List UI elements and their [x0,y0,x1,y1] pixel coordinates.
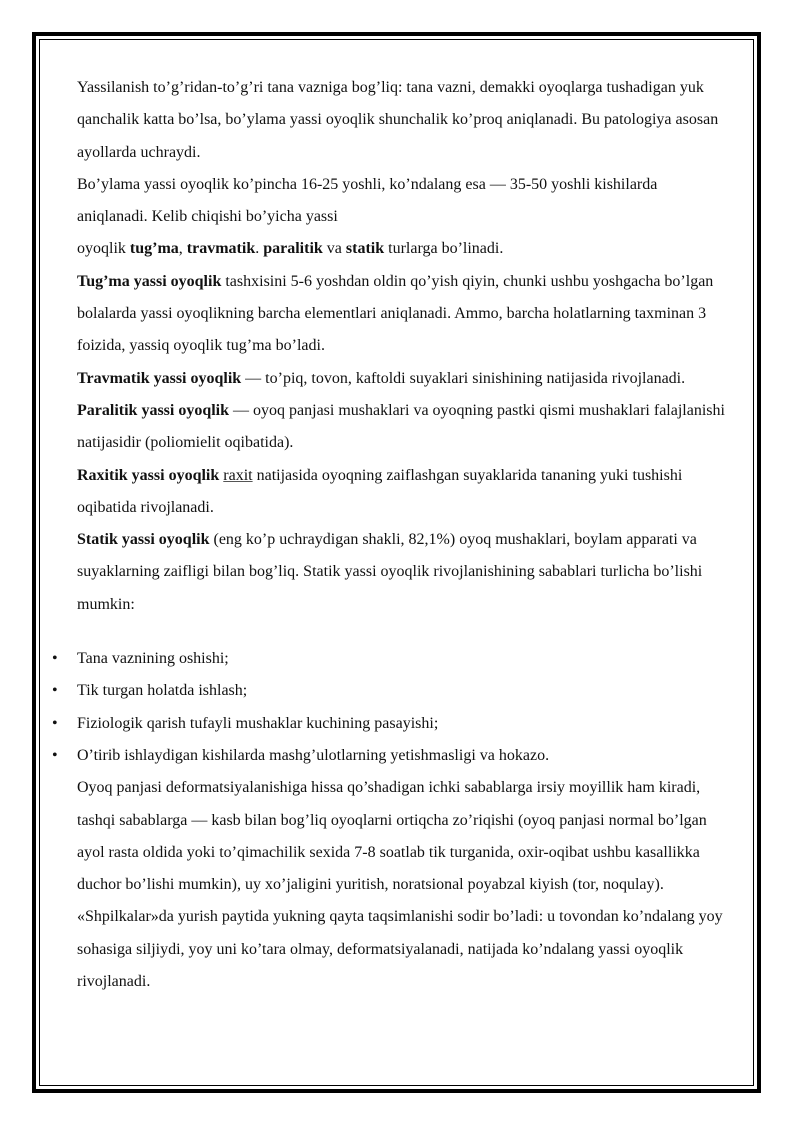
paragraph-7: Oyoq panjasi deformatsiyalanishiga hissa qo’shadigan ichki sabablarga irsiy moyillik ham kiradi, tashqi sabablarga — kasb bilan bog’liq oyoqlarni ortiqcha zo’riqishi (oyoq panjasi normal bo’lgan ayol rasta oldida yoki to’qimachilik sexida 7-8 soatlab tik turganida, oxir-oqibat ushbu kasallikka duchor bo’lishi mumkin), uy xo’jaligini yuritish, noratsional poyabzal kiyish (tor, noqulay). [77,779,707,894]
causes-list [77,643,727,772]
paragraph-2 [77,169,727,266]
paragraph-6-text: (eng ko’p uchraydigan shakli, 82,1%) oyoq mushaklari, boylam apparati va suyaklarning zaifligi bilan bog’liq. Statik yassi oyoqlik rivojlanishining sabablari turlicha bo’lishi mumkin: [77,531,703,613]
heading-raxitik: Raxitik yassi oyoqlik [77,466,220,484]
paragraph-2-text: oyoqlik [77,240,130,258]
separator: , [178,240,187,258]
paragraph-1: Yassilanish to’g’ridan-to’g’ri tana vazniga bog’liq: tana vazni, demakki oyoqlarga tushadigan yuk qanchalik katta bo’lsa, bo’ylama yassi oyoqlik shunchalik ko’proq aniqlanadi. Bu patologiya asosan ayollarda uchraydi. [77,79,719,161]
paragraph-6 [77,524,727,621]
paragraph-2-end: turlarga bo’linadi. [384,240,504,258]
term-travmatik: travmatik [186,240,256,258]
heading-paralitik: Paralitik yassi oyoqlik [77,401,230,419]
heading-statik: Statik yassi oyoqlik [77,531,210,549]
list-item: • Fiziologik qarish tufayli mushaklar kuchining pasayishi; [77,708,727,740]
term-tugma: tug’ma [129,240,179,258]
separator: va [322,240,346,258]
list-item: • Tana vaznining oshishi; [77,643,727,675]
separator: . [255,240,264,258]
term-statik: statik [345,240,385,258]
paragraph-5 [77,460,727,525]
heading-travmatik: Travmatik yassi oyoqlik [77,369,242,387]
raxit-link[interactable]: raxit [223,466,253,484]
paragraph-4 [77,363,727,460]
paragraph-2-line1: Bo’ylama yassi oyoqlik ko’pincha 16-25 yoshli, ko’ndalang esa — 35-50 yoshli kishilarda aniqlanadi. Kelib chiqishi bo’yicha yassi [77,175,658,226]
list-item: • Tik turgan holatda ishlash; [77,675,727,707]
heading-tugma: Tug’ma yassi oyoqlik [77,272,222,290]
list-item: • O’tirib ishlaydigan kishilarda mashg’ulotlarning yetishmasligi va hokazo. [77,740,727,772]
paragraph-4-text-1: — to’piq, tovon, kaftoldi suyaklari sinishining natijasida rivojlanadi. [241,369,686,387]
term-paralitik: paralitik [263,240,323,258]
paragraph-3-text: tashxisini 5-6 yoshdan oldin qo’yish qiyin, chunki ushbu yoshgacha bo’lgan bolalarda yassi oyoqlikning barcha elementlari aniqlanadi. Ammo, barcha holatlarning taxminan 3 foizida, yassiq oyoqlik tug’ma bo’ladi. [77,272,714,355]
paragraph-5-text: natijasida oyoqning zaiflashgan suyaklarida tananing yuki tushishi oqibatida rivojlanadi. [77,466,683,516]
paragraph-3 [77,266,727,363]
paragraph-4-text-2: — oyoq panjasi mushaklari va oyoqning pastki qismi mushaklari falajlanishi natijasidir (poliomielit oqibatida). [77,401,725,452]
document-body [77,72,727,998]
paragraph-8: «Shpilkalar»da yurish paytida yukning qayta taqsimlanishi sodir bo’ladi: u tovondan ko’ndalang yoy sohasiga siljiydi, yoy uni ko’tara olmay, deformatsiyalanadi, natijada ko’ndalang yassi oyoqlik rivojlanadi. [77,908,723,991]
